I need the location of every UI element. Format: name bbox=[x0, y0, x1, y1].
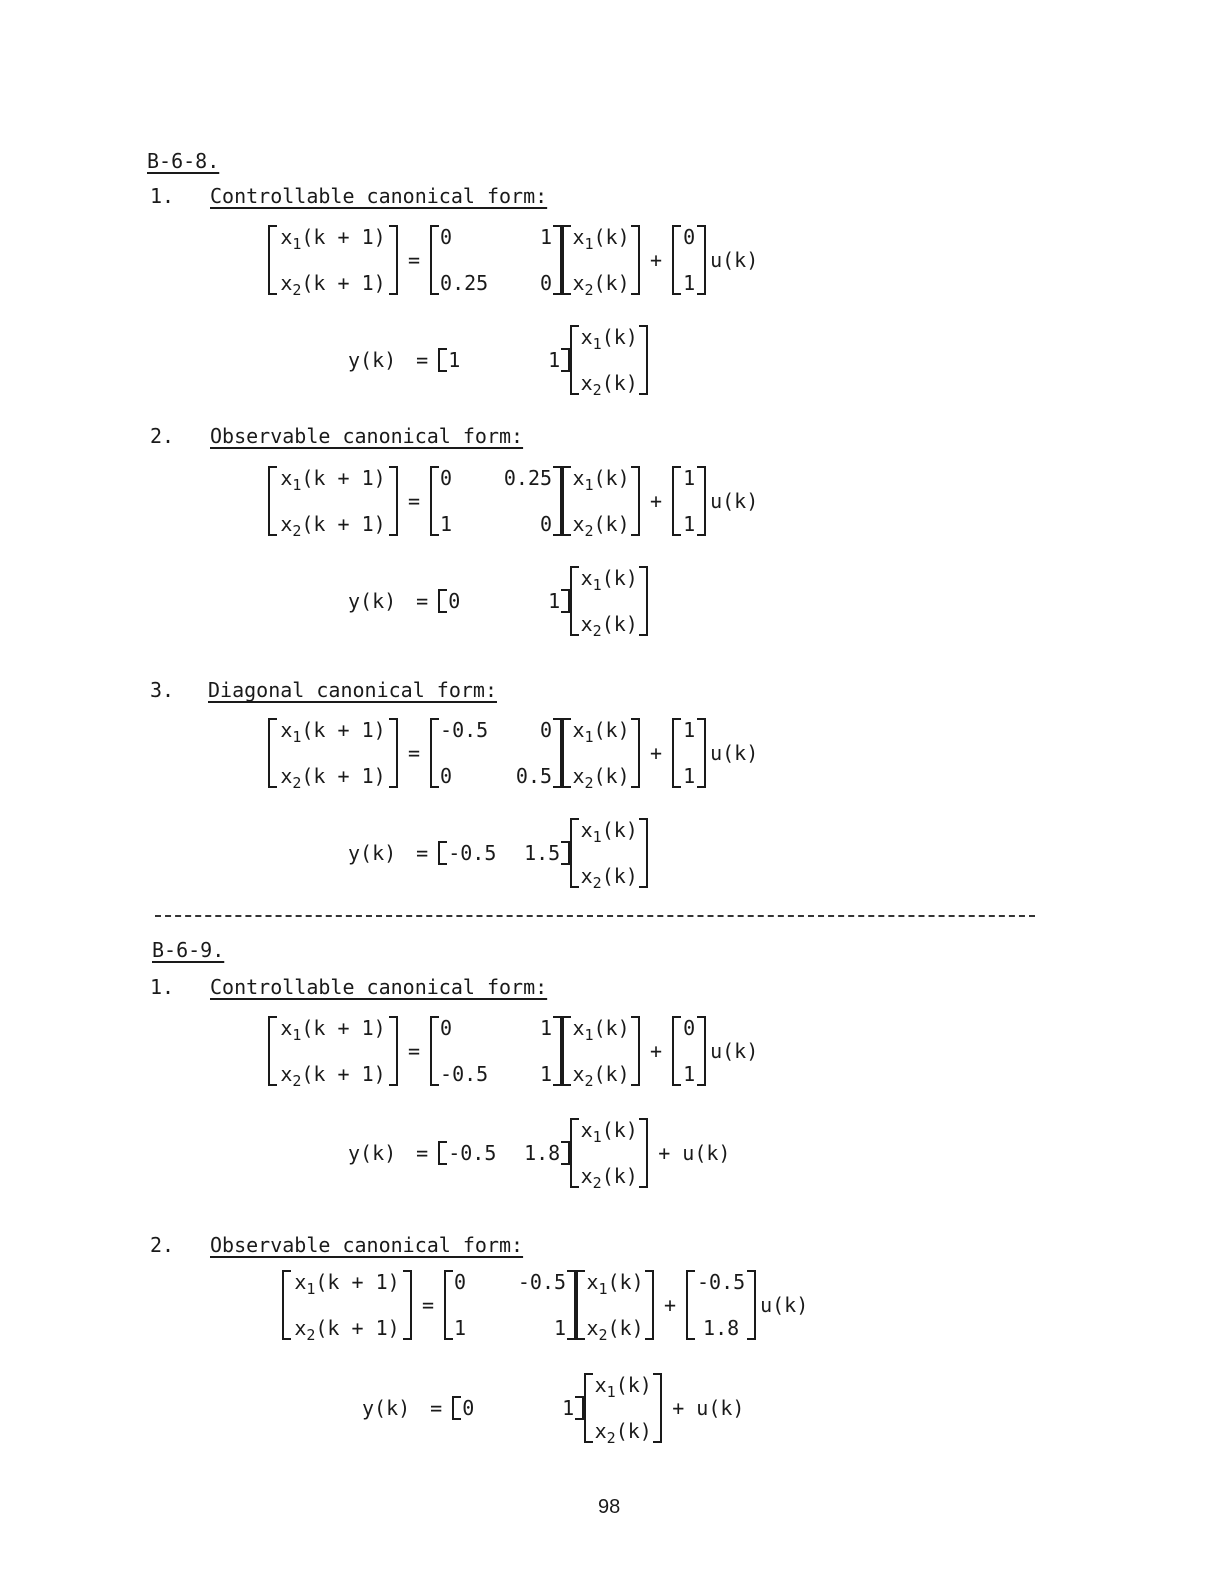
state-equation bbox=[268, 225, 768, 299]
output-equation bbox=[348, 1118, 740, 1192]
matrix-entry: 1 bbox=[540, 1062, 553, 1086]
state-matrix-A bbox=[430, 466, 562, 536]
equals-sign: = bbox=[408, 489, 421, 513]
state-vector bbox=[576, 1270, 654, 1344]
equals-sign: = bbox=[416, 589, 429, 613]
matrix-entry: 1.8 bbox=[703, 1316, 740, 1340]
state-vector bbox=[562, 225, 640, 299]
vector-entry: $x_1(k + 1)$ bbox=[280, 466, 386, 494]
matrix-entry: -0.5 bbox=[448, 1141, 497, 1165]
state-matrix-A bbox=[430, 225, 562, 295]
vector-entry: $x_2(k)$ bbox=[580, 612, 638, 640]
next-state-vector bbox=[268, 718, 398, 792]
equals-sign: = bbox=[416, 348, 429, 372]
input-term: u(k) bbox=[710, 248, 759, 272]
matrix-entry: -0.5 bbox=[448, 841, 497, 865]
output-matrix-C bbox=[438, 348, 570, 372]
state-vector bbox=[562, 466, 640, 540]
item-title: Controllable canonical form: bbox=[210, 975, 548, 999]
vector-entry: $x_2(k + 1)$ bbox=[280, 1062, 386, 1090]
vector-entry: $x_1(k + 1)$ bbox=[280, 718, 386, 746]
input-matrix-B bbox=[672, 225, 706, 295]
vector-entry: $x_2(k)$ bbox=[586, 1316, 644, 1344]
matrix-entry: 1 bbox=[683, 718, 696, 742]
output-equation bbox=[362, 1373, 754, 1447]
state-vector bbox=[570, 325, 648, 399]
equals-sign: = bbox=[430, 1396, 443, 1420]
matrix-entry: 1 bbox=[548, 589, 561, 613]
vector-entry: $x_1(k)$ bbox=[580, 566, 638, 594]
matrix-entry: 0.5 bbox=[515, 764, 553, 788]
output-term: y(k) bbox=[348, 1141, 397, 1165]
vector-entry: $x_2(k + 1)$ bbox=[280, 512, 386, 540]
plus-sign: + bbox=[650, 1039, 663, 1063]
input-term: u(k) bbox=[710, 741, 759, 765]
input-matrix-B bbox=[672, 718, 706, 788]
state-vector bbox=[570, 818, 648, 892]
next-state-vector bbox=[268, 466, 398, 540]
matrix-entry: 1 bbox=[554, 1316, 567, 1340]
output-matrix-C bbox=[438, 589, 570, 613]
matrix-entry: 0 bbox=[540, 718, 553, 742]
matrix-entry: 0 bbox=[683, 1016, 696, 1040]
matrix-entry: 1 bbox=[683, 1062, 696, 1086]
matrix-entry: 1 bbox=[440, 512, 453, 536]
vector-entry: $x_1(k)$ bbox=[580, 818, 638, 846]
item-title: Controllable canonical form: bbox=[210, 184, 548, 208]
matrix-entry: 0 bbox=[454, 1270, 467, 1294]
vector-entry: $x_1(k)$ bbox=[572, 225, 630, 253]
input-term: u(k) bbox=[710, 489, 759, 513]
plus-sign: + bbox=[650, 248, 663, 272]
output-term: y(k) bbox=[348, 589, 397, 613]
state-matrix-A bbox=[444, 1270, 576, 1340]
vector-entry: $x_1(k + 1)$ bbox=[280, 1016, 386, 1044]
matrix-entry: 0 bbox=[540, 271, 553, 295]
matrix-entry: 0 bbox=[540, 512, 553, 536]
matrix-entry: 1 bbox=[548, 348, 561, 372]
page-number: 98 bbox=[598, 1496, 621, 1518]
next-state-vector bbox=[268, 1016, 398, 1090]
matrix-entry: 0 bbox=[462, 1396, 475, 1420]
matrix-entry: 0 bbox=[440, 225, 453, 249]
state-matrix-A bbox=[430, 1016, 562, 1086]
plus-sign: + bbox=[664, 1293, 677, 1317]
equals-sign: = bbox=[408, 741, 421, 765]
vector-entry: $x_1(k)$ bbox=[572, 1016, 630, 1044]
item-number: 2. bbox=[150, 424, 175, 448]
matrix-entry: -0.5 bbox=[697, 1270, 746, 1294]
plus-sign: + bbox=[650, 489, 663, 513]
equals-sign: = bbox=[416, 841, 429, 865]
item-title: Diagonal canonical form: bbox=[208, 678, 497, 702]
vector-entry: $x_1(k)$ bbox=[586, 1270, 644, 1298]
matrix-entry: 1 bbox=[454, 1316, 467, 1340]
input-matrix-B bbox=[672, 466, 706, 536]
vector-entry: $x_2(k)$ bbox=[572, 512, 630, 540]
matrix-entry: 0.25 bbox=[440, 271, 489, 295]
vector-entry: $x_1(k)$ bbox=[580, 325, 638, 353]
output-equation bbox=[348, 566, 648, 640]
state-vector bbox=[570, 566, 648, 640]
vector-entry: $x_1(k + 1)$ bbox=[294, 1270, 400, 1298]
section-heading: B-6-9. bbox=[152, 938, 225, 962]
state-equation bbox=[268, 466, 768, 540]
equals-sign: = bbox=[408, 1039, 421, 1063]
output-matrix-C bbox=[438, 841, 570, 865]
vector-entry: $x_2(k)$ bbox=[580, 1164, 638, 1192]
state-vector bbox=[570, 1118, 648, 1192]
matrix-entry: 1 bbox=[540, 1016, 553, 1040]
matrix-entry: -0.5 bbox=[440, 718, 489, 742]
input-matrix-B bbox=[672, 1016, 706, 1086]
input-term: u(k) bbox=[710, 1039, 759, 1063]
matrix-entry: 1 bbox=[683, 271, 696, 295]
item-title: Observable canonical form: bbox=[210, 1233, 524, 1257]
state-vector bbox=[562, 1016, 640, 1090]
equals-sign: = bbox=[408, 248, 421, 272]
vector-entry: $x_2(k)$ bbox=[594, 1419, 652, 1447]
matrix-entry: 1.8 bbox=[524, 1141, 561, 1165]
matrix-entry: 0 bbox=[440, 466, 453, 490]
vector-entry: $x_2(k)$ bbox=[572, 271, 630, 299]
vector-entry: $x_2(k)$ bbox=[580, 371, 638, 399]
state-matrix-A bbox=[430, 718, 562, 788]
vector-entry: $x_1(k)$ bbox=[572, 466, 630, 494]
item-title: Observable canonical form: bbox=[210, 424, 524, 448]
matrix-entry: 0 bbox=[440, 1016, 453, 1040]
output-matrix-C bbox=[438, 1141, 570, 1165]
vector-entry: $x_2(k + 1)$ bbox=[280, 764, 386, 792]
state-equation bbox=[282, 1270, 818, 1344]
section-heading: B-6-8. bbox=[147, 149, 220, 173]
matrix-entry: 0 bbox=[440, 764, 453, 788]
matrix-entry: 1 bbox=[562, 1396, 575, 1420]
output-term: y(k) bbox=[362, 1396, 411, 1420]
item-number: 3. bbox=[150, 678, 175, 702]
output-equation bbox=[348, 325, 648, 399]
plus-sign: + bbox=[650, 741, 663, 765]
item-number: 1. bbox=[150, 975, 175, 999]
item-number: 1. bbox=[150, 184, 175, 208]
next-state-vector bbox=[282, 1270, 412, 1344]
matrix-entry: 1 bbox=[540, 225, 553, 249]
output-term: y(k) bbox=[348, 841, 397, 865]
item-number: 2. bbox=[150, 1233, 175, 1257]
vector-entry: $x_1(k)$ bbox=[572, 718, 630, 746]
matrix-entry: -0.5 bbox=[440, 1062, 489, 1086]
output-matrix-C bbox=[452, 1396, 584, 1420]
matrix-entry: -0.5 bbox=[517, 1270, 567, 1294]
input-term: u(k) bbox=[760, 1293, 809, 1317]
matrix-entry: 1 bbox=[683, 466, 696, 490]
vector-entry: $x_2(k + 1)$ bbox=[280, 271, 386, 299]
output-equation bbox=[348, 818, 648, 892]
input-matrix-B bbox=[686, 1270, 756, 1340]
state-equation bbox=[268, 1016, 768, 1090]
vector-entry: $x_2(k)$ bbox=[572, 764, 630, 792]
matrix-entry: 1 bbox=[683, 764, 696, 788]
vector-entry: $x_2(k)$ bbox=[572, 1062, 630, 1090]
matrix-entry: 0.25 bbox=[503, 466, 553, 490]
matrix-entry: 1 bbox=[683, 512, 696, 536]
matrix-entry: 0 bbox=[683, 225, 696, 249]
equals-sign: = bbox=[422, 1293, 435, 1317]
matrix-entry: 1.5 bbox=[524, 841, 561, 865]
vector-entry: $x_2(k + 1)$ bbox=[294, 1316, 400, 1344]
vector-entry: $x_1(k)$ bbox=[594, 1373, 652, 1401]
equals-sign: = bbox=[416, 1141, 429, 1165]
feedthrough-term: + u(k) bbox=[658, 1141, 731, 1165]
state-equation bbox=[268, 718, 768, 792]
matrix-entry: 1 bbox=[448, 348, 461, 372]
vector-entry: $x_1(k + 1)$ bbox=[280, 225, 386, 253]
dashed-separator bbox=[155, 915, 1035, 917]
vector-entry: $x_2(k)$ bbox=[580, 864, 638, 892]
vector-entry: $x_1(k)$ bbox=[580, 1118, 638, 1146]
output-term: y(k) bbox=[348, 348, 397, 372]
matrix-entry: 0 bbox=[448, 589, 461, 613]
state-vector bbox=[562, 718, 640, 792]
feedthrough-term: + u(k) bbox=[672, 1396, 745, 1420]
state-vector bbox=[584, 1373, 662, 1447]
next-state-vector bbox=[268, 225, 398, 299]
